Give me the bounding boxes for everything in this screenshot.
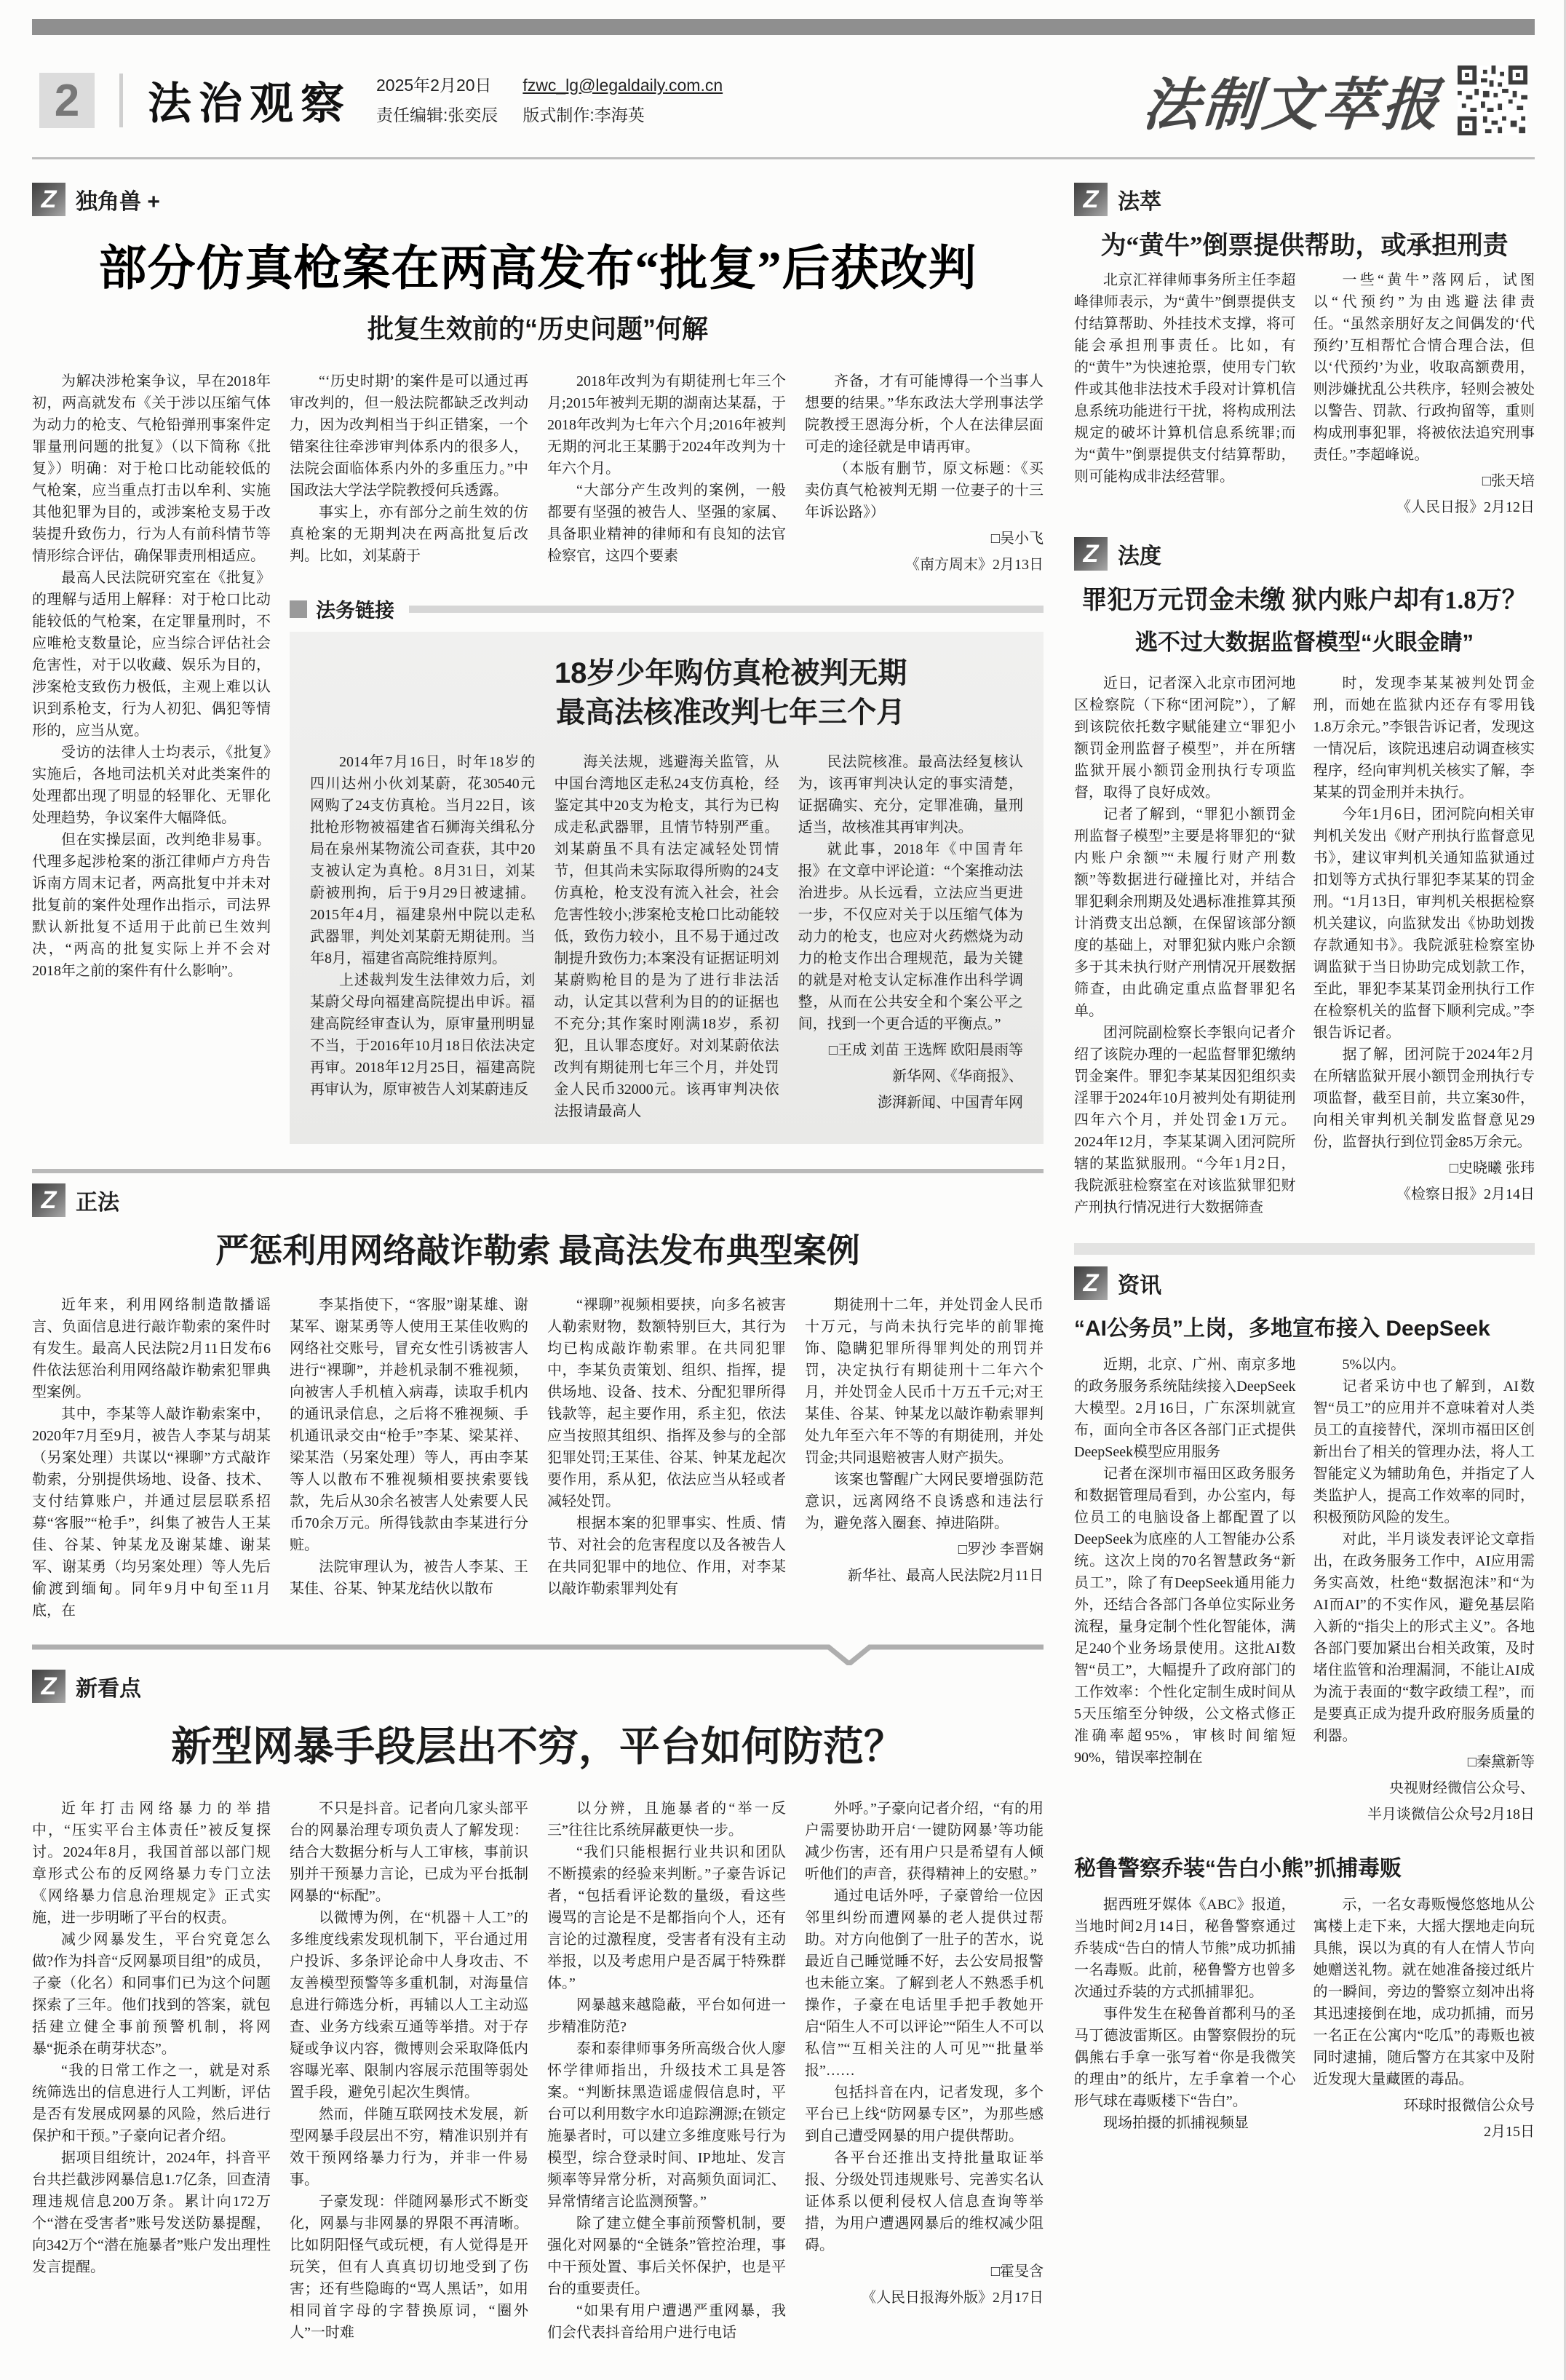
email-link[interactable]: fzwc_lg@legaldaily.com.cn [522,75,723,95]
article-column: 北京汇祥律师事务所主任李超峰律师表示，为“黄牛”倒票提供支付结算帮助、外挂技术支撑，将可能会承担刑事责任。比如，有的“黄牛”为快速抢票，使用专门软件或其他非法技术手段对计算机信息系统功能进行干扰，将构成刑法规定的破坏计算机信息系统罪;而为“黄牛”倒票提供支付结算帮助，则可能构成非法经营罪。 [1074,272,1296,485]
byline-author: □秦黛新等 [1467,1754,1535,1770]
column-label-unicorn: 独角兽 + [76,190,160,214]
lawbox [290,632,1044,1144]
column-label-facui: 法萃 [1118,190,1161,214]
article-fadu [1074,537,1535,1218]
byline-source: 澎湃新闻、中国青年网 [877,1095,1023,1111]
header-rule [32,157,1535,159]
column-label-zhengfa: 正法 [76,1191,119,1215]
lawbox-label: 法务链接 [316,600,394,622]
left-block [32,178,1044,2351]
section-title: 法治观察 [148,79,351,128]
lawbox-title: 18岁少年购仿真枪被判无期 最高法核准改判七年三个月 [554,657,907,729]
z-logo-icon: Z [32,183,65,216]
article-column: 2018年改判为有期徒刑七年三个月;2015年被判无期的湖南达某磊，于2018年改判为七年六个月;2016年被判无期的河北王某鹏于2024年改判为十年六个月。 “大部分产生改判的案例，一般都要有坚强的被告人、坚强的家属、具备职业精神的律师和有良知的法官检察官，这四个要素 [547,373,786,564]
section-separator [1074,1243,1535,1255]
article-column: 2014年7月16日，时年18岁的四川达州小伙刘某蔚，花30540元网购了24支仿真枪。当月22日，该批枪形物被福建省石狮海关缉私分局在泉州某物流公司查获，其中20支被认定为真枪。8月31日，刘某蔚被刑拘，后于9月29日被逮捕。2015年4月，福建泉州中院以走私武器罪，判处刘某蔚无期徒刑。当年8月，福建省高院维持原判。 上述裁判发生法律效力后，刘某蔚父母向福建高院提出申诉。福建高院经审查认为，原审量刑明显不当，于2016年10月18日依法决定再审。2018年12月25日，福建高院再审认为，原审被告人刘某蔚违反 [310,754,536,1098]
masthead [1140,60,1527,141]
byline-author: □霍旻含 [990,2264,1044,2280]
masthead-title: 法制文萃报 [1140,74,1444,137]
byline-source: 半月谈微信公众号2月18日 [1367,1806,1535,1822]
byline-source: 《人民日报》2月12日 [1396,499,1535,515]
z-logo-icon: Z [1074,183,1108,216]
article-column: 一些“黄牛”落网后，试图以“代预约”为由逃避法律责任。“虽然亲朋好友之间偶发的‘代预约’互相帮忙合情合理合法，但以‘代预约’为业，收取高额费用，则涉嫌扰乱公共秩序，轻则会被处以警告、罚款、行政拘留等，重则构成刑事犯罪，将被依法追究刑事责任。”李超峰说。 □张天培 《人民日报》2月12日 [1313,269,1535,518]
byline-source: 央视财经微信公众号、 [1389,1780,1535,1796]
right-block [1074,178,1535,2351]
lawbox-label-row [290,595,1044,623]
label-rule [409,606,1044,613]
contact-meta [522,71,723,131]
z-logo-icon: Z [1074,537,1108,571]
facui-headline: 为“黄牛”倒票提供帮助，或承担刑责 [1100,231,1509,260]
byline-author: □张天培 [1482,473,1535,489]
article-column: 齐备，才有可能博得一个当事人想要的结果。”华东政法大学刑事法学院教授王恩海分析，个人在法律层面可走的途径就是申请再审。 （本版有删节，原文标题：《买卖仿真气枪被判无期 一位妻子的十三年诉讼路》） □吴小飞 《南方周末》2月13日 [805,370,1044,576]
z-logo-icon: Z [32,1670,65,1703]
byline-author: □王成 刘苗 王选辉 欧阳晨雨等 [828,1042,1023,1058]
byline-source: 环球时报微信公众号 [1404,2098,1535,2114]
column-label-xinkandian: 新看点 [76,1677,141,1701]
article-unicorn [32,183,1044,1144]
article-column: 近年来，利用网络制造散播谣言、负面信息进行敲诈勒索的案件时有发生。最高人民法院2月11日发布6件依法惩治利用网络敲诈勒索犯罪典型案例。 其中，李某等人敲诈勒索案中，2020年7月至9月，被告人李某与胡某（另案处理）共谋以“裸聊”方式敲诈勒索，分别提供场地、设备、技术、支付结算账户，并通过层层联系招募“客服”“枪手”，纠集了被告人王某佳、谷某、钟某龙及谢某雄、谢某军、谢某勇（均另案处理）等人先后偷渡到缅甸。同年9月中旬至11月底，在 [32,1297,271,1619]
byline-source: 新华社、最高人民法院2月11日 [847,1568,1044,1584]
xinkandian-headline: 新型网暴手段层出不穷，平台如何防范？ [171,1725,905,1770]
article-column: 民法院核准。最高法经复核认为，该再审判决认定的事实清楚，证据确实、充分，定罪准确，量刑适当，故核准其再审判决。 就此事，2018年《中国青年报》在文章中评论道：“个案推动法治进步。从长远看，立法应当更进一步，不仅应对关于以压缩气体为动力的枪支，也应对火药燃烧为动力的枪支作出合理规范，最为关键的就是对枪支认定标准作出科学调整，从而在公共安全和个案公平之间，找到一个更合适的平衡点。” □王成 刘苗 王选辉 欧阳晨雨等 新华网、《华商报》、 澎湃新闻、中国青年网 [798,751,1023,1122]
section-rule [32,1169,1044,1173]
article-zhengfa [32,1169,1044,1622]
main-subhead: 批复生效前的“历史问题”何解 [367,314,708,344]
article-column: 近日，记者深入北京市团河地区检察院（下称“团河院”），了解到该院依托数字赋能建立“罪犯小额罚金刑监督子模型”，并在所辖监狱开展小额罚金刑执行专项监督，取得了良好成效。 记者了解到，“罪犯小额罚金刑监督子模型”主要是将罪犯的“狱内账户余额”“未履行财产刑数额”等数据进行碰撞比对，并结合罪犯剩余刑期及处遇标准推算其预计消费支出总额，在保留该部分额度的基础上，对罪犯狱内账户余额多于其未执行财产刑情况开展数据筛查，由此确定重点监督罪犯名单。 团河院副检察长李银向记者介绍了该院办理的一起监督罪犯缴纳罚金案件。罪犯李某某因犯组织卖淫罪于2024年10月被判处有期徒刑四年六个月，并处罚金1万元。2024年12月，李某某调入团河院所辖的某监狱服刑。“今年1月2日，我院派驻检察室在对该监狱罪犯财产刑执行情况进行大数据筛查 [1074,675,1296,1215]
article-column: 近期，北京、广州、南京多地的政务服务系统陆续接入DeepSeek大模型。2月16日，广东深圳就宣布，面向全市各区各部门正式提供DeepSeek模型应用服务 记者在深圳市福田区政务服务和数据管理局看到，办公室内，每位员工的电脑设备上都配置了以DeepSeek为底座的人工智能办公系统。这次上岗的70名智慧政务“新员工”，除了有DeepSeek通用能力外，还结合各部门各单位实际业务流程，量身定制个性化智能体，满足240个业务场景使用。这批AI数智“员工”，大幅提升了政府部门的工作效率：个性化定制生成时间从5天压缩至分钟级，公文格式修正准确率超95%，审核时间缩短90%，错误率控制在 [1074,1357,1296,1766]
article-column: 据西班牙媒体《ABC》报道，当地时间2月14日，秘鲁警察通过乔装成“告白的情人节熊”成功抓捕一名毒贩。此前，秘鲁警方也曾多次通过乔装的方式抓捕罪犯。 事件发生在秘鲁首都利马的圣马丁德波雷斯区。由警察假扮的玩偶熊右手拿一张写着“你是我微笑的理由”的纸片，左手拿着一个心形气球在毒贩楼下“告白”。 现场拍摄的抓捕视频显 [1074,1897,1296,2131]
layout-designer: 版式制作:李海英 [522,106,645,124]
article-facui [1074,183,1535,518]
article-column: 期徒刑十二年，并处罚金人民币十万元，与尚未执行完毕的前罪掩饰、隐瞒犯罪所得罪判处的刑罚并罚，决定执行有期徒刑十二年六个月，并处罚金人民币十万五千元;对王某佳、谷某、钟某龙以敲诈勒索罪判处九年至六年不等的有期徒刑，并处罚金;共同退赔被害人财产损失。 该案也警醒广大网民要增强防范意识，远离网络不良诱惑和违法行为，避免落入圈套、掉进陷阱。 □罗沙 李晋娴 新华社、最高人民法院2月11日 [805,1294,1044,1622]
fadu-headline: 罪犯万元罚金未缴 狱内账户却有1.8万？ [1081,586,1527,614]
article-column: 李某指使下，“客服”谢某雄、谢某军、谢某勇等人使用王某佳收购的网络社交账号，冒充女性引诱被害人进行“裸聊”，并趁机录制不雅视频，向被害人手机植入病毒，读取手机内的通讯录信息，之后将不雅视频、手机通讯录交由“枪手”李某、梁某祥、梁某浩（另案处理）等人，再由李某等人以散布不雅视频相要挟索要钱款，先后从30余名被害人处索要人民币70余万元。所得钱款由李某进行分赃。 法院审理认为，被告人李某、王某佳、谷某、钟某龙结伙以散布 [290,1297,528,1597]
byline-source: 《人民日报海外版》2月17日 [862,2290,1044,2306]
main-headline: 部分仿真枪案在两高发布“批复”后获改判 [98,242,977,295]
square-bullet-icon [290,600,307,618]
page-header [32,55,1535,157]
byline-source: 《南方周末》2月13日 [905,557,1044,573]
column-label-fadu: 法度 [1118,544,1161,568]
zhengfa-headline: 严惩利用网络敲诈勒索 最高法发布典型案例 [215,1232,860,1269]
article-column: 以分辨，且施暴者的“举一反三”往往比系统屏蔽更快一步。 “我们只能根据行业共识和团队不断摸索的经验来判断。”子豪告诉记者，“包括看评论数的量级，看这些谩骂的言论是不是都指向个人，还有言论的过激程度，受害者有没有主动举报，以及考虑用户是否属于特殊群体。” 网暴越来越隐蔽，平台如何进一步精准防范? 泰和泰律师事务所高级合伙人廖怀学律师指出，升级技术工具是答案。“判断抹黑造谣虚假信息时，平台可以利用数字水印追踪溯源;在锁定施暴者时，可以建立多维度账号行为模型，综合登录时间、IP地址、发言频率等异常分析，对高频负面词汇、异常情绪言论监测预警。” 除了建立健全事前预警机制，要强化对网暴的“全链条”管控治理，事中干预处置、事后关怀保护，也是平台的重要责任。 “如果有用户遭遇严重网暴，我们会代表抖音给用户进行电话 [547,1801,786,2341]
article-column: 示，一名女毒贩慢悠悠地从公寓楼上走下来，大摇大摆地走向玩具熊，误以为真的有人在情人节向她赠送礼物。就在她准备接过纸片的一瞬间，旁边的警察立刻冲出将其迅速接倒在地，成功抓捕，而另一名正在公寓内“吃瓜”的毒贩也被同时逮捕，随后警方在其家中及附近发现大量藏匿的毒品。 环球时报微信公众号 2月15日 [1313,1894,1535,2143]
z-logo-icon: Z [32,1183,65,1217]
qr-code-icon [1458,66,1527,135]
header-divider [119,74,123,127]
byline-source: 《检察日报》2月14日 [1396,1186,1535,1202]
article-column: 海关法规，逃避海关监管，从中国台湾地区走私24支仿真枪，经鉴定其中20支为枪支，其行为已构成走私武器罪，且情节特别严重。刘某蔚虽不具有法定减轻处罚情节，但其尚未实际取得所购的24支仿真枪，枪支没有流入社会，社会危害性较小;涉案枪支枪口比动能较低，致伤力较小，且不易于通过改制提升致伤力;本案没有证据证明刘某蔚购枪目的是为了进行非法活动，认定其以营利为目的的证据也不充分;其作案时刚满18岁，系初犯，且认罪态度好。对刘某蔚依法改判有期徒刑七年三个月，并处罚金人民币32000元。该再审判决依法报请最高人 [554,754,779,1119]
article-column: 不只是抖音。记者向几家头部平台的网暴治理专项负责人了解发现：结合大数据分析与人工审核，事前识别并干预暴力言论，已成为平台抵制网暴的“标配”。 以微博为例，在“机器＋人工”的多维度线索发现机制下，平台通过用户投诉、多条评论命中人身攻击、不友善模型预警等多重机制，对海量信息进行筛选分析，再辅以人工主动巡查、业务方线索互通等举措。对于存疑或争议内容，微博则会采取降低内容曝光率、限制内容展示范围等弱处置手段，避免引起次生舆情。 然而，伴随互联网技术发展，新型网暴手段层出不穷，精准识别并有效干预网络暴力行为，并非一件易事。 子豪发现：伴随网暴形式不断变化，网暴与非网暴的界限不再清晰。比如阴阳怪气或玩梗，有人觉得是开玩笑，但有人真真切切地受到了伤害；还有些隐晦的“骂人黑话”，如用相同首字母的字替换原词，“圈外人”一时难 [290,1801,528,2341]
byline-date: 2月15日 [1484,2124,1535,2140]
notched-rule [32,1643,1044,1665]
zixun-item1-headline: “AI公务员”上岗，多地宣布接入 DeepSeek [1074,1317,1490,1341]
edition-date: 2025年2月20日 [376,75,492,95]
article-column: “裸聊”视频相要挟，向多名被害人勒索财物，数额特别巨大，其行为均已构成敲诈勒索罪。在共同犯罪中，李某负责策划、组织、指挥，提供场地、设备、技术、分配犯罪所得钱款等，起主要作用，系主犯，依法应当按照其组织、指挥及参与的全部犯罪处罚;王某佳、谷某、钟某龙起次要作用，系从犯，依法应当从轻或者减轻处罚。 根据本案的犯罪事实、性质、情节、对社会的危害程度以及各被告人在共同犯罪中的地位、作用，对李某以敲诈勒索罪判处有 [547,1297,786,1597]
column-label-zixun: 资讯 [1118,1274,1161,1298]
edition-editor: 责任编辑:张奕辰 [376,106,498,124]
top-rule [32,19,1535,35]
z-logo-icon: Z [1074,1266,1108,1300]
article-column: 5%以内。 记者采访中也了解到，AI数智“员工”的应用并不意味着对人类员工的直接替代，深圳市福田区创新出台了相关的管理办法，将人工智能定义为辅助角色，并指定了人类监护人，提高工作效率的同时，积极预防风险的发生。 对此，半月谈发表评论文章指出，在政务服务工作中，AI应用需务实高效，杜绝“数据泡沫”和“为AI而AI”的不实作风，避免基层陷入新的“指尖上的形式主义”。各地各部门要加紧出台相关政策，及时堵住监管和治理漏洞，不能让AI成为流于表面的“数字政绩工程”，而是要真正成为提升政府服务质量的利器。 □秦黛新等 央视财经微信公众号、 半月谈微信公众号2月18日 [1313,1354,1535,1825]
article-zixun [1074,1243,1535,2143]
article-column: 近年打击网络暴力的举措中，“压实平台主体责任”被反复探讨。2024年8月，我国首部以部门规章形式公布的反网络暴力专门立法《网络暴力信息治理规定》正式实施，进一步明晰了平台的权责。 减少网暴发生，平台究竟怎么做?作为抖音“反网暴项目组”的成员，子豪（化名）和同事们已为这个问题探索了三年。他们找到的答案，就包括建立健全事前预警机制，将网暴“扼杀在萌芽状态”。 “我的日常工作之一，就是对系统筛选出的信息进行人工判断，评估是否有发展成网暴的风险，然后进行保护和干预。”子豪向记者介绍。 据项目组统计，2024年，抖音平台共拦截涉网暴信息1.7亿条，回查清理违规信息200万条。累计向172万个“潜在受害者”账号发送防暴提醒，向342万个“潜在施暴者”账户发出理性发言提醒。 [32,1801,271,2275]
byline-author: □吴小飞 [990,531,1044,547]
article-column: 外呼。”子豪向记者介绍，“有的用户需要协助开启‘一键防网暴’等功能减少伤害，还有用户只是希望有人倾听他们的声音，获得精神上的安慰。” 通过电话外呼，子豪曾给一位因邻里纠纷而遭网暴的老人提供过帮助。对方向他倒了一肚子的苦水，说最近自己睡觉睡不好，去公安局报警也未能立案。了解到老人不熟悉手机操作，子豪在电话里手把手教她开启“陌生人不可以评论”“陌生人不可以私信”“互相关注的人可见”“批量举报”…… 包括抖音在内，记者发现，多个平台已上线“防网暴专区”，为那些感到自己遭受网暴的用户提供帮助。 各平台还推出支持批量取证举报、分级处罚违规账号、完善实名认证体系以便利侵权人信息查询等举措，为用户遭遇网暴后的维权减少阻碍。 □霍旻含 《人民日报海外版》2月17日 [805,1798,1044,2344]
byline-source: 新华网、《华商报》、 [891,1068,1023,1084]
article-column: “‘历史时期’的案件是可以通过再审改判的，但一般法院都缺乏改判动力，因为改判相当于纠正错案，一个错案往往牵涉审判体系内的很多人，法院会面临体系内外的多重压力。”中国政法大学法学院教授何兵透露。 事实上，亦有部分之前生效的仿真枪案的无期判决在两高批复后改判。比如，刘某蔚于 [290,373,528,564]
page-number: 2 [39,73,95,128]
article-column: 时，发现李某某被判处罚金刑，而她在监狱内还存有零用钱1.8万余元。”李银告诉记者，发现这一情况后，该院迅速启动调查核实程序，经向审判机关核实了解，李某某的罚金刑并未执行。 今年1月6日，团河院向相关审判机关发出《财产刑执行监督意见书》，建议审判机关通知监狱通过扣划等方式执行罪犯李某某的罚金刑。“1月13日，审判机关根据检察机关建议，向监狱发出《协助划拨存款通知书》。我院派驻检察室协调监狱于当日协助完成划款工作，至此，罪犯李某某罚金刑执行工作在检察机关的监督下顺利完成。”李银告诉记者。 据了解，团河院于2024年2月在所辖监狱开展小额罚金刑执行专项监督，截至目前，共立案30件，向相关审判机关制发监督意见29份，监督执行到位罚金85万余元。 □史晓曦 张玮 《检察日报》2月14日 [1313,673,1535,1218]
fadu-subhead: 逃不过大数据监督模型“火眼金睛” [1135,630,1474,655]
byline-author: □罗沙 李晋娴 [958,1542,1044,1558]
byline-author: □史晓曦 张玮 [1449,1160,1535,1176]
zixun-item2-headline: 秘鲁警察乔装“告白小熊”抓捕毒贩 [1074,1857,1402,1881]
article-column: 为解决涉枪案争议，早在2018年初，两高就发布《关于涉以压缩气体为动力的枪支、气枪铅弹刑事案件定罪量刑问题的批复》（以下简称《批复》）明确：对于枪口比动能较低的气枪案，应当重点打击以牟利、实施其他犯罪为目的，或涉案枪支易于改装提升致伤力，行为人有前科情节等情形综合评估，确保罪责刑相适应。 最高人民法院研究室在《批复》的理解与适用上解释：对于枪口比动能较低的气枪案，在定罪量刑时，不应唯枪支数量论，应当综合评估社会危害性，对于以收藏、娱乐为目的，涉案枪支致伤力极低，主观上难以认识到系枪支，行为人初犯、偶犯等情形的，应当从宽。 受访的法律人士均表示，《批复》实施后，各地司法机关对此类案件的处理都出现了明显的轻罪化、无罪化处理趋势，争议案件大幅降低。 但在实操层面，改判绝非易事。代理多起涉枪案的浙江律师卢方舟告诉南方周末记者，两高批复中并未对批复前的案件处理作出指示，司法界默认新批复不适用于此前已生效判决，“两高的批复实际上并不会对2018年之前的案件有什么影响”。 [32,373,271,979]
edition-meta [376,71,498,131]
article-xinkandian [32,1643,1044,2344]
